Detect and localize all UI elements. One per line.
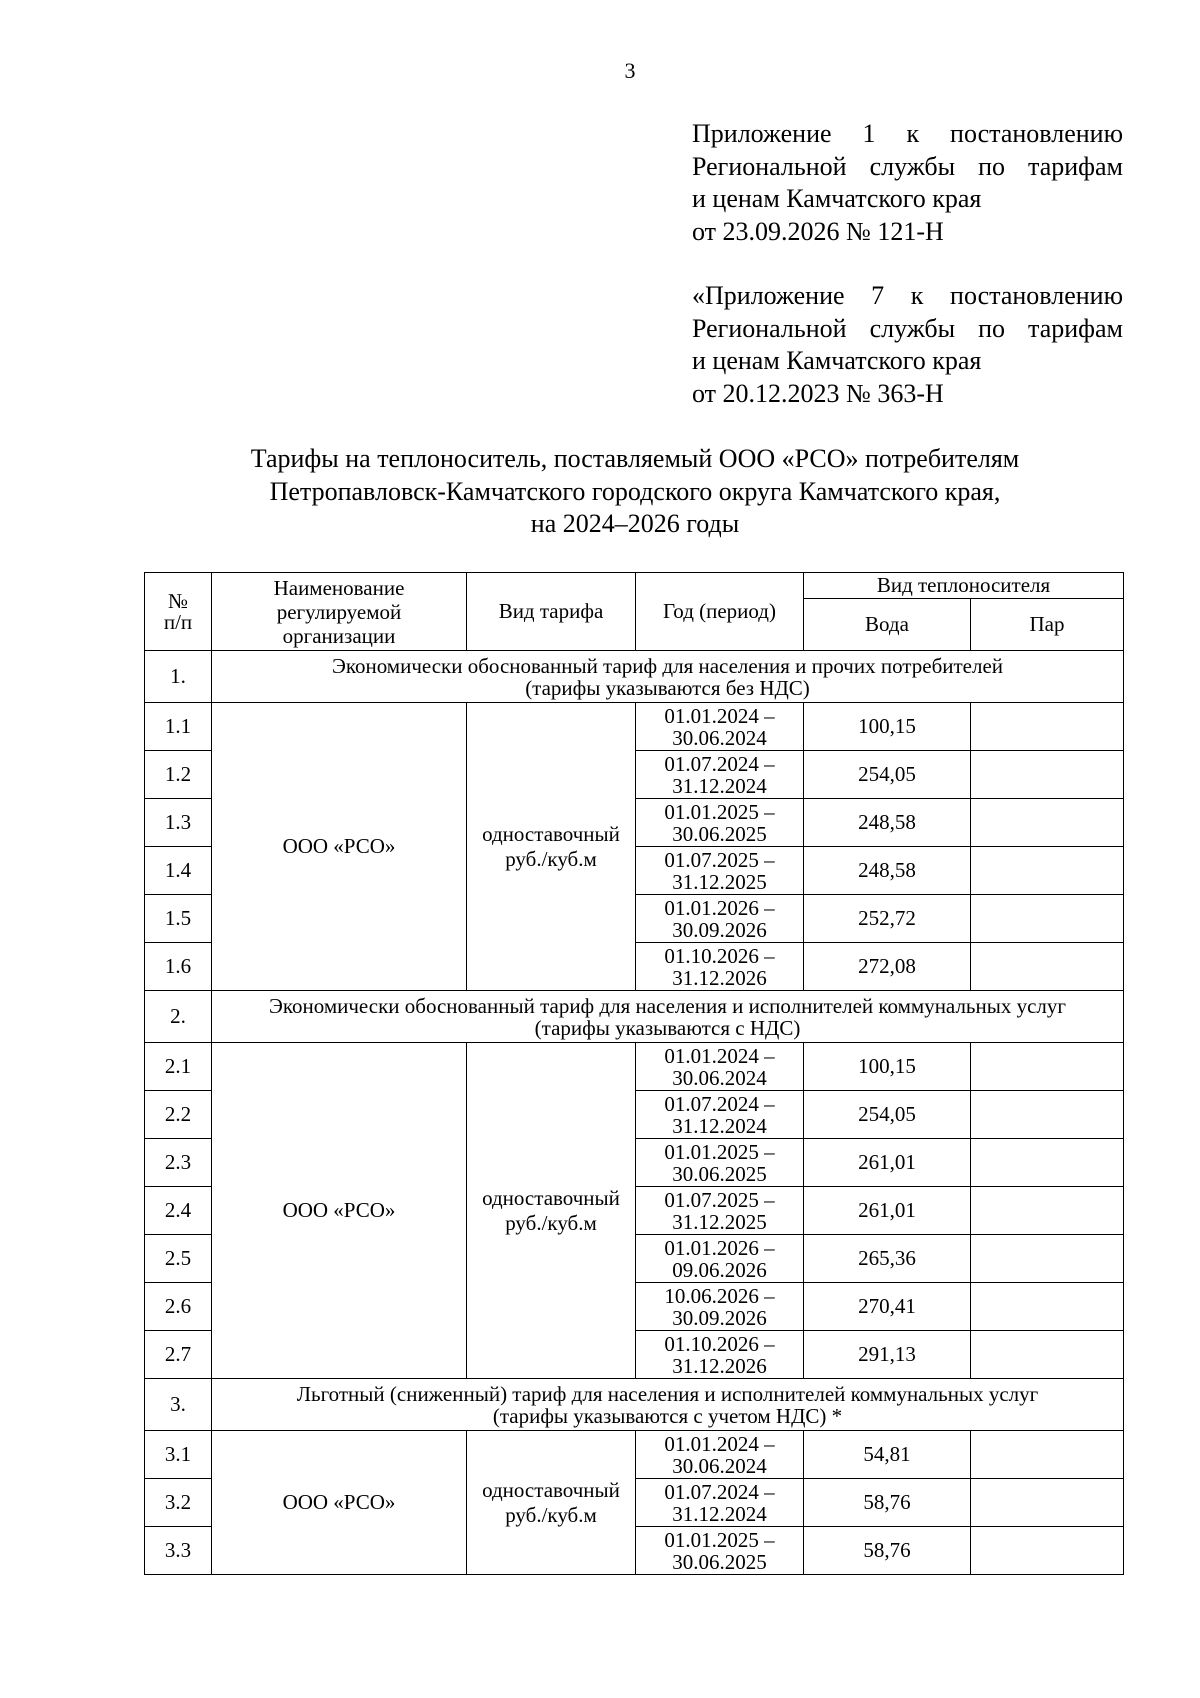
appendix-1-line: Приложение 1 к постановлению bbox=[692, 119, 1123, 148]
period-from: 01.01.2025 – bbox=[664, 1527, 775, 1552]
water-tariff: 254,05 bbox=[804, 751, 971, 799]
period-from: 01.01.2024 – bbox=[664, 703, 775, 728]
period-to: 30.06.2025 bbox=[672, 821, 767, 846]
period-to: 31.12.2024 bbox=[672, 1113, 767, 1138]
period-to: 31.12.2026 bbox=[672, 1353, 767, 1378]
steam-tariff bbox=[971, 1187, 1124, 1235]
row-number: 2.5 bbox=[145, 1235, 212, 1283]
water-tariff: 254,05 bbox=[804, 1091, 971, 1139]
row-number: 1.1 bbox=[145, 703, 212, 751]
row-number: 3.3 bbox=[145, 1527, 212, 1575]
tariff-type-line: руб./куб.м bbox=[505, 1502, 597, 1527]
period-to: 31.12.2024 bbox=[672, 1501, 767, 1526]
tariff-type-line: одноставочный bbox=[482, 1477, 620, 1502]
period-from: 01.01.2025 – bbox=[664, 1139, 775, 1164]
water-tariff: 272,08 bbox=[804, 943, 971, 991]
section-number: 1. bbox=[145, 651, 212, 703]
appendix-7-line: от 20.12.2023 № 363-Н bbox=[692, 378, 944, 408]
period-to: 31.12.2025 bbox=[672, 869, 767, 894]
water-tariff: 261,01 bbox=[804, 1139, 971, 1187]
period-from: 01.07.2024 – bbox=[664, 1091, 775, 1116]
period-cell bbox=[636, 1043, 804, 1091]
steam-tariff bbox=[971, 1235, 1124, 1283]
period-from: 10.06.2026 – bbox=[664, 1283, 775, 1308]
water-tariff: 291,13 bbox=[804, 1331, 971, 1379]
water-tariff: 265,36 bbox=[804, 1235, 971, 1283]
tariff-type-line: одноставочный bbox=[482, 821, 620, 846]
section-title-line: (тарифы указываются с учетом НДС) * bbox=[492, 1403, 843, 1428]
period-to: 31.12.2026 bbox=[672, 965, 767, 990]
row-number: 1.4 bbox=[145, 847, 212, 895]
section-title bbox=[212, 1379, 1124, 1431]
tariff-table bbox=[144, 572, 1124, 1575]
section-title bbox=[212, 651, 1124, 703]
table-row bbox=[145, 1043, 1124, 1091]
header-number bbox=[145, 573, 212, 651]
row-number: 1.2 bbox=[145, 751, 212, 799]
section-title-line: Экономически обоснованный тариф для населения и исполнителей коммунальных услуг bbox=[268, 993, 1067, 1018]
header-period: Год (период) bbox=[636, 573, 804, 651]
steam-tariff bbox=[971, 1091, 1124, 1139]
period-from: 01.10.2026 – bbox=[664, 943, 775, 968]
organization-name: ООО «РСО» bbox=[212, 1431, 467, 1575]
row-number: 1.5 bbox=[145, 895, 212, 943]
organization-name: ООО «РСО» bbox=[212, 1043, 467, 1379]
row-number: 1.3 bbox=[145, 799, 212, 847]
row-number: 2.1 bbox=[145, 1043, 212, 1091]
period-cell bbox=[636, 1283, 804, 1331]
period-from: 01.01.2024 – bbox=[664, 1431, 775, 1456]
period-to: 09.06.2026 bbox=[672, 1257, 767, 1282]
water-tariff: 58,76 bbox=[804, 1527, 971, 1575]
header-number-line: № bbox=[167, 588, 189, 613]
period-to: 30.06.2025 bbox=[672, 1549, 767, 1574]
steam-tariff bbox=[971, 847, 1124, 895]
period-cell bbox=[636, 895, 804, 943]
water-tariff: 261,01 bbox=[804, 1187, 971, 1235]
tariff-type bbox=[467, 1043, 636, 1379]
period-from: 01.07.2025 – bbox=[664, 1187, 775, 1212]
section-row bbox=[145, 651, 1124, 703]
row-number: 2.6 bbox=[145, 1283, 212, 1331]
table-row bbox=[145, 703, 1124, 751]
row-number: 1.6 bbox=[145, 943, 212, 991]
steam-tariff bbox=[971, 1431, 1124, 1479]
header-water: Вода bbox=[804, 599, 971, 651]
period-cell bbox=[636, 943, 804, 991]
tariff-type-line: руб./куб.м bbox=[505, 846, 597, 871]
section-title-line: (тарифы указываются с НДС) bbox=[534, 1015, 801, 1040]
header-organization-line: регулируемой bbox=[276, 599, 402, 624]
period-from: 01.10.2026 – bbox=[664, 1331, 775, 1356]
period-from: 01.01.2026 – bbox=[664, 895, 775, 920]
steam-tariff bbox=[971, 751, 1124, 799]
steam-tariff bbox=[971, 1283, 1124, 1331]
period-to: 30.09.2026 bbox=[672, 1305, 767, 1330]
period-cell bbox=[636, 1527, 804, 1575]
period-to: 30.06.2024 bbox=[672, 1065, 767, 1090]
steam-tariff bbox=[971, 895, 1124, 943]
page-number: 3 bbox=[624, 58, 636, 83]
organization-name: ООО «РСО» bbox=[212, 703, 467, 991]
header-organization bbox=[212, 573, 467, 651]
section-title-line: (тарифы указываются без НДС) bbox=[525, 675, 810, 700]
water-tariff: 58,76 bbox=[804, 1479, 971, 1527]
water-tariff: 100,15 bbox=[804, 1043, 971, 1091]
period-from: 01.01.2026 – bbox=[664, 1235, 775, 1260]
period-cell bbox=[636, 1187, 804, 1235]
title-line: на 2024–2026 годы bbox=[530, 509, 740, 538]
appendix-1-line: от 23.09.2026 № 121-Н bbox=[692, 216, 944, 246]
period-cell bbox=[636, 1431, 804, 1479]
steam-tariff bbox=[971, 1139, 1124, 1187]
header-organization-line: Наименование bbox=[273, 575, 405, 600]
period-cell bbox=[636, 1139, 804, 1187]
tariff-type bbox=[467, 703, 636, 991]
header-number-line: п/п bbox=[163, 609, 193, 634]
period-from: 01.01.2025 – bbox=[664, 799, 775, 824]
header-heat-carrier: Вид теплоносителя bbox=[804, 573, 1124, 599]
tariff-type-line: одноставочный bbox=[482, 1185, 620, 1210]
period-from: 01.07.2024 – bbox=[664, 751, 775, 776]
water-tariff: 270,41 bbox=[804, 1283, 971, 1331]
period-cell bbox=[636, 847, 804, 895]
row-number: 3.1 bbox=[145, 1431, 212, 1479]
period-cell bbox=[636, 1235, 804, 1283]
period-to: 31.12.2024 bbox=[672, 773, 767, 798]
row-number: 2.3 bbox=[145, 1139, 212, 1187]
period-cell bbox=[636, 1331, 804, 1379]
appendix-1-reference bbox=[692, 118, 1123, 248]
row-number: 2.7 bbox=[145, 1331, 212, 1379]
header-tariff-type: Вид тарифа bbox=[467, 573, 636, 651]
appendix-1-line: и ценам Камчатского края bbox=[692, 184, 982, 213]
period-cell bbox=[636, 1479, 804, 1527]
appendix-1-line: Региональной службы по тарифам bbox=[692, 151, 1123, 181]
section-title-line: Экономически обоснованный тариф для населения и прочих потребителей bbox=[331, 653, 1004, 678]
steam-tariff bbox=[971, 943, 1124, 991]
period-cell bbox=[636, 751, 804, 799]
section-number: 2. bbox=[145, 991, 212, 1043]
steam-tariff bbox=[971, 1331, 1124, 1379]
steam-tariff bbox=[971, 799, 1124, 847]
period-to: 30.06.2025 bbox=[672, 1161, 767, 1186]
row-number: 3.2 bbox=[145, 1479, 212, 1527]
row-number: 2.4 bbox=[145, 1187, 212, 1235]
steam-tariff bbox=[971, 703, 1124, 751]
period-to: 30.06.2024 bbox=[672, 1453, 767, 1478]
section-number: 3. bbox=[145, 1379, 212, 1431]
appendix-7-line: и ценам Камчатского края bbox=[692, 346, 982, 375]
steam-tariff bbox=[971, 1043, 1124, 1091]
appendix-7-line: Региональной службы по тарифам bbox=[692, 313, 1123, 343]
header-organization-line: организации bbox=[282, 623, 396, 648]
period-cell bbox=[636, 703, 804, 751]
water-tariff: 248,58 bbox=[804, 799, 971, 847]
period-to: 30.06.2024 bbox=[672, 725, 767, 750]
period-from: 01.01.2024 – bbox=[664, 1043, 775, 1068]
header-steam: Пар bbox=[971, 599, 1124, 651]
water-tariff: 100,15 bbox=[804, 703, 971, 751]
title-line: Тарифы на теплоноситель, поставляемый ООО «РСО» потребителям bbox=[250, 444, 1020, 473]
title-line: Петропавловск-Камчатского городского округа Камчатского края, bbox=[269, 476, 1001, 506]
tariff-type bbox=[467, 1431, 636, 1575]
water-tariff: 54,81 bbox=[804, 1431, 971, 1479]
section-row bbox=[145, 1379, 1124, 1431]
section-row bbox=[145, 991, 1124, 1043]
period-cell bbox=[636, 799, 804, 847]
period-from: 01.07.2025 – bbox=[664, 847, 775, 872]
section-title-line: Льготный (сниженный) тариф для населения и исполнителей коммунальных услуг bbox=[296, 1381, 1039, 1406]
water-tariff: 248,58 bbox=[804, 847, 971, 895]
section-title bbox=[212, 991, 1124, 1043]
steam-tariff bbox=[971, 1479, 1124, 1527]
period-cell bbox=[636, 1091, 804, 1139]
appendix-7-reference bbox=[692, 280, 1123, 410]
water-tariff: 252,72 bbox=[804, 895, 971, 943]
period-to: 30.09.2026 bbox=[672, 917, 767, 942]
appendix-7-line: «Приложение 7 к постановлению bbox=[692, 281, 1123, 310]
tariff-type-line: руб./куб.м bbox=[505, 1210, 597, 1235]
period-to: 31.12.2025 bbox=[672, 1209, 767, 1234]
steam-tariff bbox=[971, 1527, 1124, 1575]
row-number: 2.2 bbox=[145, 1091, 212, 1139]
period-from: 01.07.2024 – bbox=[664, 1479, 775, 1504]
table-row bbox=[145, 1431, 1124, 1479]
document-title bbox=[150, 443, 1120, 541]
